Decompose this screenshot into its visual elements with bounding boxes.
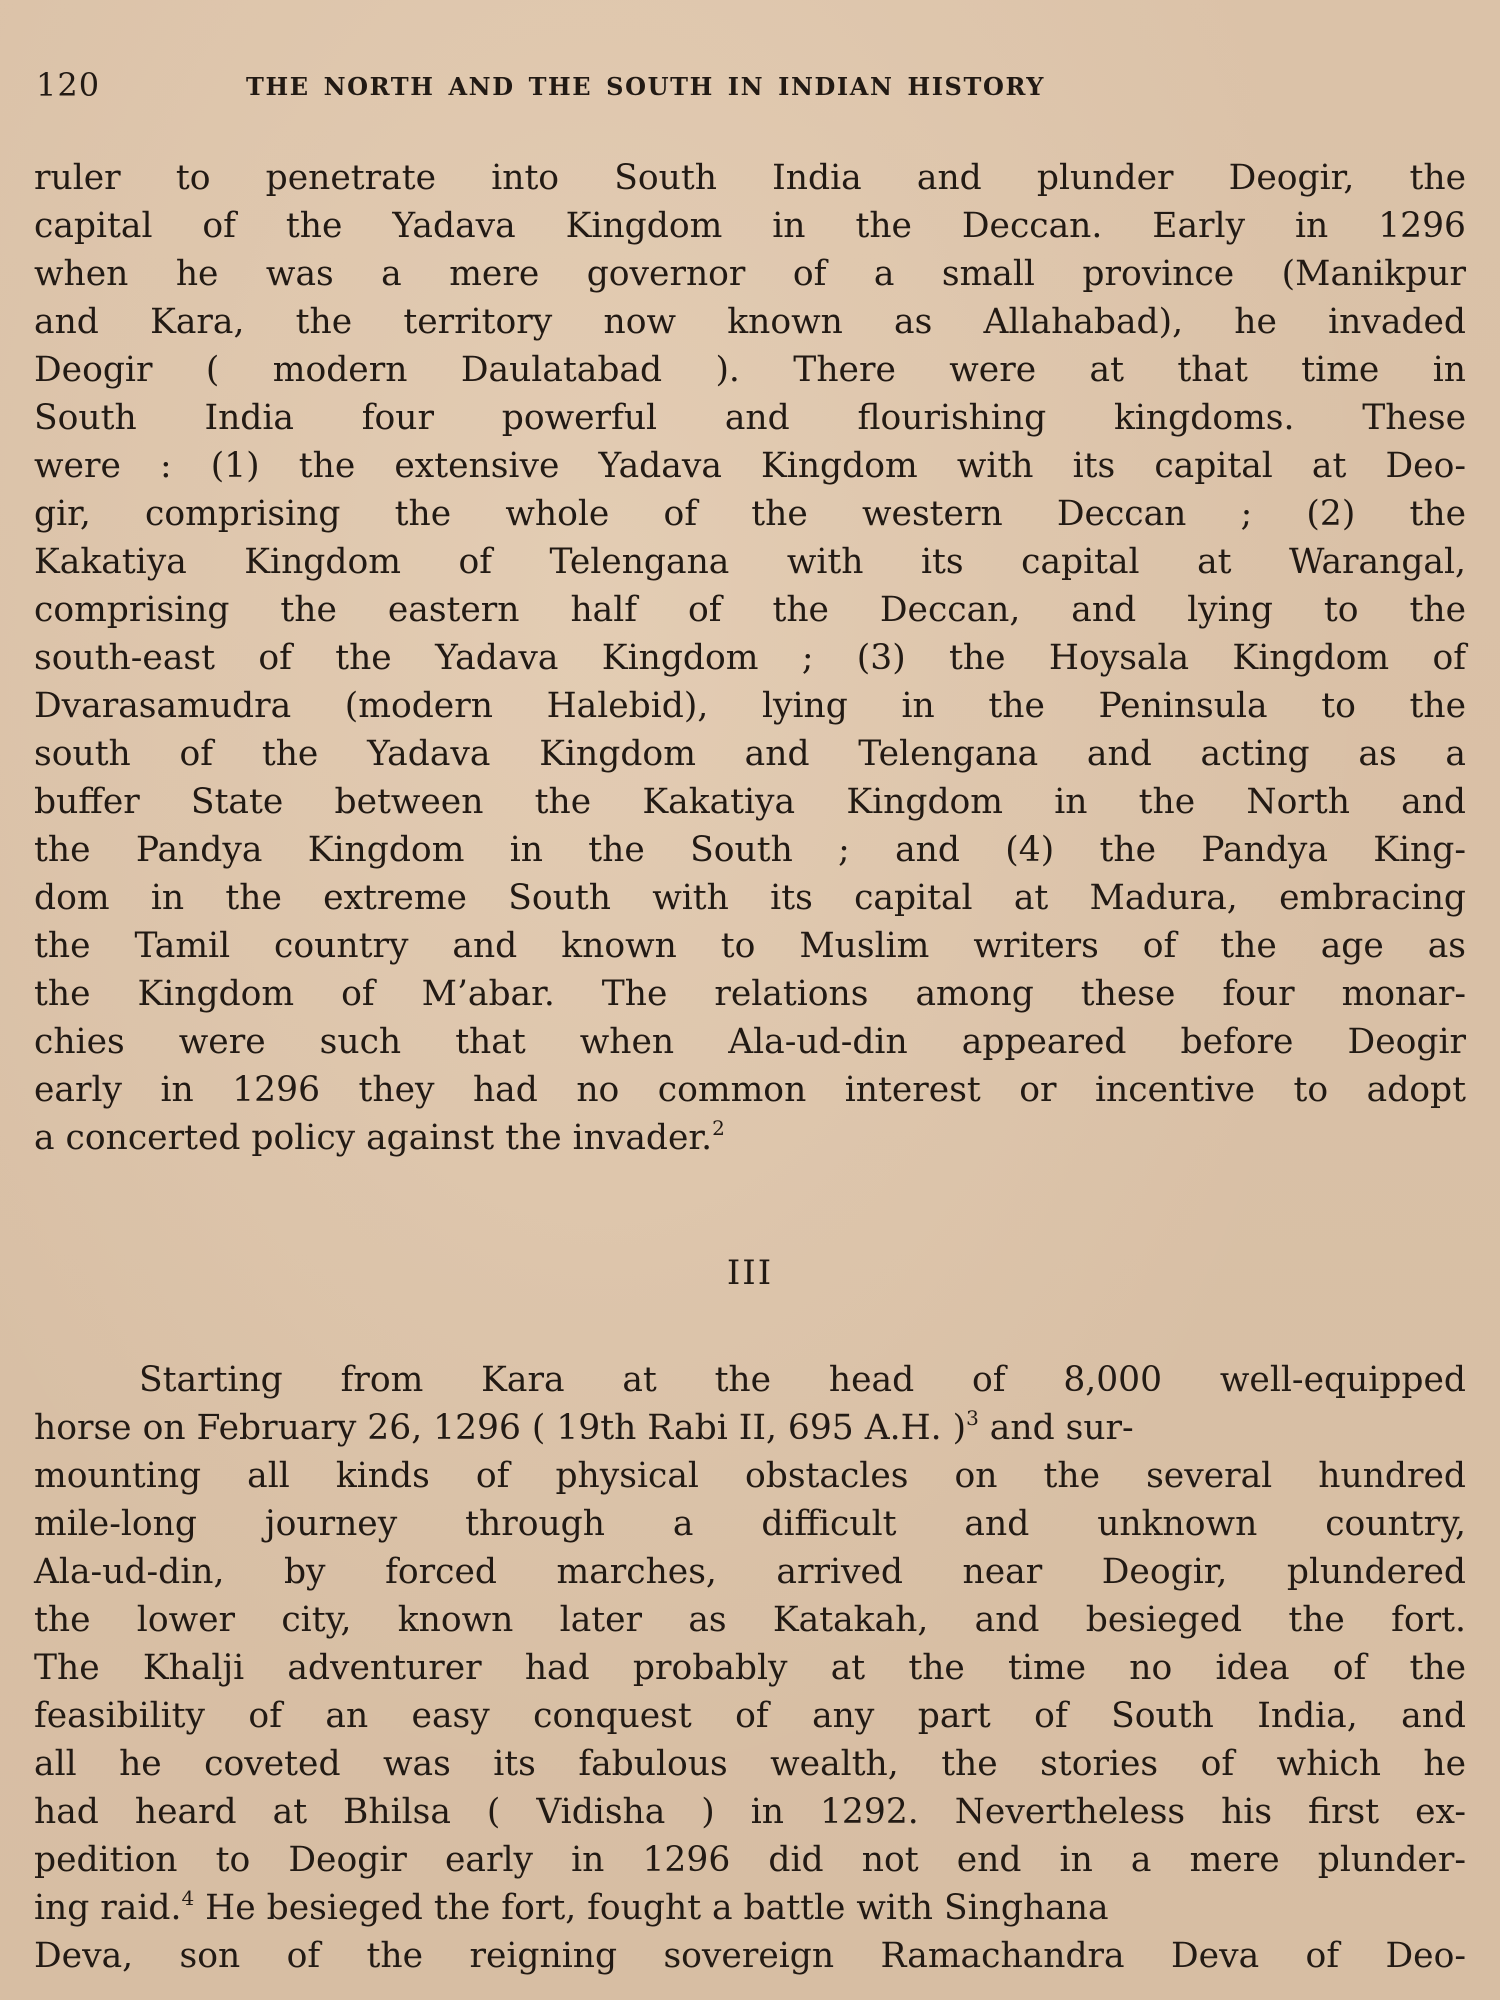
text-line: dom in the extreme South with its capital at Madura, embracing	[34, 878, 1466, 918]
text-line-tail: and sur-	[978, 1408, 1134, 1448]
text-line: the lower city, known later as Katakah, and besieged the fort.	[34, 1600, 1466, 1640]
text-line: Kakatiya Kingdom of Telengana with its capital at Warangal,	[34, 542, 1466, 582]
text-line: and Kara, the territory now known as Allahabad), he invaded	[34, 302, 1466, 342]
footnote-marker-3: 3	[966, 1406, 979, 1430]
footnote-marker-2: 2	[712, 1116, 725, 1140]
text-line: all he coveted was its fabulous wealth, the stories of which he	[34, 1744, 1466, 1784]
text-line: when he was a mere governor of a small province (Manikpur	[34, 254, 1466, 294]
paragraph-2	[34, 1356, 1466, 1980]
text-line: mounting all kinds of physical obstacles on the several hundred	[34, 1456, 1466, 1496]
text-line: Dvarasamudra (modern Halebid), lying in the Peninsula to the	[34, 686, 1466, 726]
text-line-tail: He besieged the fort, fought a battle with Singhana	[194, 1888, 1109, 1928]
text-line: South India four powerful and flourishing kingdoms. These	[34, 398, 1466, 438]
text-line: were : (1) the extensive Yadava Kingdom with its capital at Deo-	[34, 446, 1466, 486]
text-line: feasibility of an easy conquest of any part of South India, and	[34, 1696, 1466, 1736]
text-line: capital of the Yadava Kingdom in the Deccan. Early in 1296	[34, 206, 1466, 246]
text-line: Deva, son of the reigning sovereign Ramachandra Deva of Deo-	[34, 1936, 1466, 1976]
text-line-last	[34, 1114, 1466, 1162]
text-line: the Tamil country and known to Muslim writers of the age as	[34, 926, 1466, 966]
text-line-content: horse on February 26, 1296 ( 19th Rabi II, 695 A.H. )	[34, 1408, 967, 1448]
text-line: The Khalji adventurer had probably at the time no idea of the	[34, 1648, 1466, 1688]
text-line: Starting from Kara at the head of 8,000 well-equipped	[139, 1360, 1466, 1400]
text-line: chies were such that when Ala-ud-din appeared before Deogir	[34, 1022, 1466, 1062]
running-title: THE NORTH AND THE SOUTH IN INDIAN HISTORY	[246, 72, 1045, 101]
text-line-with-footnote	[34, 1884, 1466, 1932]
text-line: comprising the eastern half of the Deccan, and lying to the	[34, 590, 1466, 630]
text-line-with-footnote	[34, 1404, 1466, 1452]
text-line: south-east of the Yadava Kingdom ; (3) the Hoysala Kingdom of	[34, 638, 1466, 678]
page-number: 120	[36, 66, 101, 104]
text-line: early in 1296 they had no common interest or incentive to adopt	[34, 1070, 1466, 1110]
text-line-content: ing raid.	[34, 1888, 182, 1928]
text-line: buffer State between the Kakatiya Kingdom in the North and	[34, 782, 1466, 822]
text-line: ruler to penetrate into South India and plunder Deogir, the	[34, 158, 1466, 198]
text-line: pedition to Deogir early in 1296 did not end in a mere plunder-	[34, 1840, 1466, 1880]
text-line: the Pandya Kingdom in the South ; and (4) the Pandya King-	[34, 830, 1466, 870]
text-line: Ala-ud-din, by forced marches, arrived near Deogir, plundered	[34, 1552, 1466, 1592]
text-line: mile-long journey through a difficult and unknown country,	[34, 1504, 1466, 1544]
section-number: III	[726, 1253, 774, 1293]
running-head	[36, 66, 1476, 106]
text-line: the Kingdom of M’abar. The relations among these four monar-	[34, 974, 1466, 1014]
paragraph-1	[34, 154, 1466, 1162]
footnote-marker-4: 4	[181, 1886, 195, 1910]
text-line: had heard at Bhilsa ( Vidisha ) in 1292. Nevertheless his first ex-	[34, 1792, 1466, 1832]
text-line: south of the Yadava Kingdom and Telengana and acting as a	[34, 734, 1466, 774]
text-line: gir, comprising the whole of the western Deccan ; (2) the	[34, 494, 1466, 534]
text-line-last-content: a concerted policy against the invader.	[34, 1118, 713, 1158]
text-line: Deogir ( modern Daulatabad ). There were at that time in	[34, 350, 1466, 390]
